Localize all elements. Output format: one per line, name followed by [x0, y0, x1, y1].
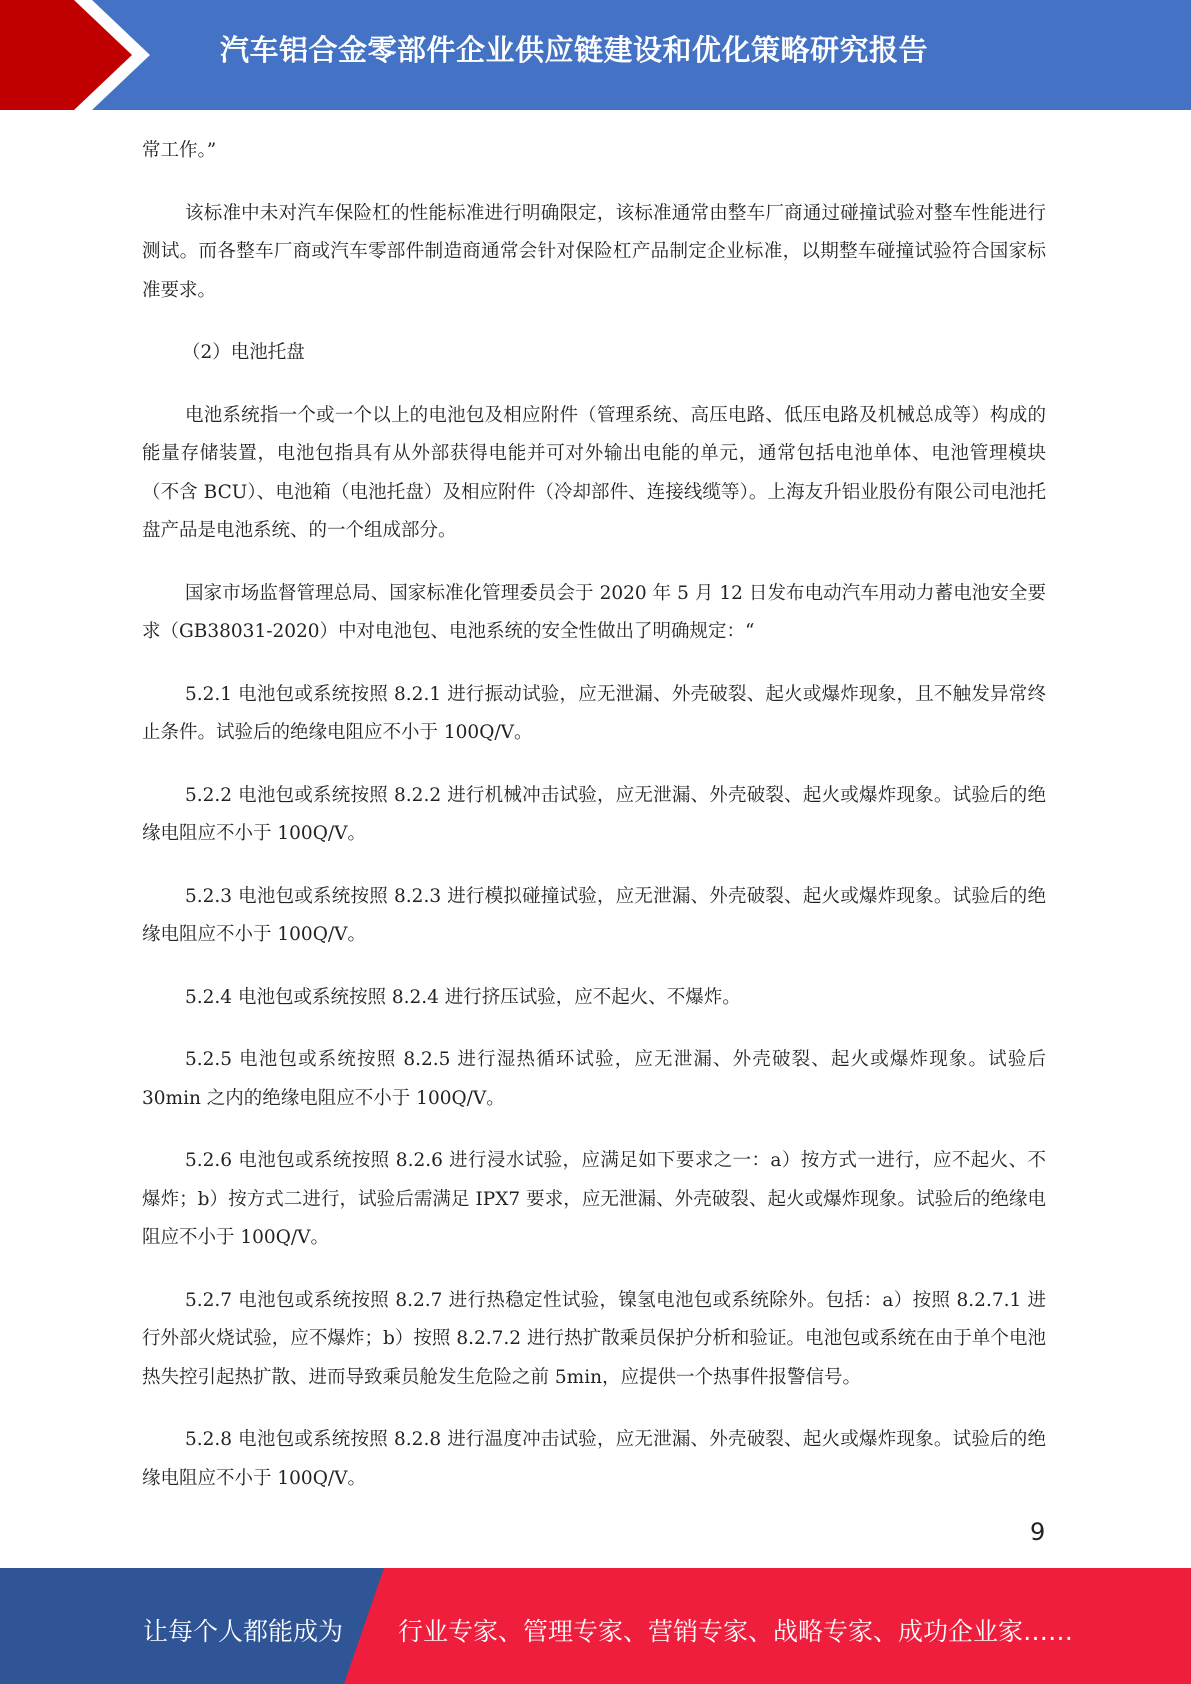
header-arrow-red-icon: [0, 0, 132, 110]
page-header: [0, 0, 1191, 110]
paragraph-bumper-standard: 该标准中未对汽车保险杠的性能标准进行明确限定，该标准通常由整车厂商通过碰撞试验对整车性能进行测试。而各整车厂商或汽车零部件制造商通常会针对保险杠产品制定企业标准，以期整车碰撞试验符合国家标准要求。: [142, 202, 1046, 301]
clause-5-2-7: 5.2.7 电池包或系统按照 8.2.7 进行热稳定性试验，镍氢电池包或系统除外。包括：a）按照 8.2.7.1 进行外部火烧试验，应不爆炸；b）按照 8.2.7.2 进行热扩散乘员保护分析和验证。电池包或系统在由于单个电池热失控引起热扩散、进而导致乘员舱发生危险之前 5min，应提供一个热事件报警信号。: [142, 1289, 1046, 1388]
clause-5-2-1: 5.2.1 电池包或系统按照 8.2.1 进行振动试验，应无泄漏、外壳破裂、起火或爆炸现象，且不触发异常终止条件。试验后的绝缘电阻应不小于 100Q/V。: [142, 683, 1046, 743]
paragraph-continuation: 常工作。”: [142, 140, 217, 161]
clause-5-2-4: 5.2.4 电池包或系统按照 8.2.4 进行挤压试验，应不起火、不爆炸。: [185, 986, 741, 1008]
paragraph-battery-system: 电池系统指一个或一个以上的电池包及相应附件（管理系统、高压电路、低压电路及机械总成等）构成的能量存储装置，电池包指具有从外部获得电能并可对外输出电能的单元，通常包括电池单体、电池管理模块（不含 BCU）、电池箱（电池托盘）及相应附件（冷却部件、连接线缆等）。上海友升铝业股份有限公司电池托盘产品是电池系统、的一个组成部分。: [142, 404, 1046, 541]
footer-slogan-left: 让每个人都能成为: [143, 1617, 344, 1646]
document-body: [142, 132, 1046, 1522]
clause-5-2-5: 5.2.5 电池包或系统按照 8.2.5 进行湿热循环试验，应无泄漏、外壳破裂、起火或爆炸现象。试验后 30min 之内的绝缘电阻应不小于 100Q/V。: [142, 1049, 1046, 1109]
clause-5-2-6: 5.2.6 电池包或系统按照 8.2.6 进行浸水试验，应满足如下要求之一：a）按方式一进行，应不起火、不爆炸；b）按方式二进行，试验后需满足 IPX7 要求，应无泄漏、外壳破裂、起火或爆炸现象。试验后的绝缘电阻应不小于 100Q/V。: [142, 1150, 1046, 1248]
page-footer: [0, 1568, 1191, 1684]
page-number: 9: [1030, 1518, 1046, 1546]
clause-5-2-8: 5.2.8 电池包或系统按照 8.2.8 进行温度冲击试验，应无泄漏、外壳破裂、起火或爆炸现象。试验后的绝缘电阻应不小于 100Q/V。: [142, 1429, 1046, 1489]
report-title: 汽车铝合金零部件企业供应链建设和优化策略研究报告: [220, 33, 929, 67]
paragraph-gb38031: 国家市场监督管理总局、国家标准化管理委员会于 2020 年 5 月 12 日发布电动汽车用动力蓄电池安全要求（GB38031-2020）中对电池包、电池系统的安全性做出了明确规定：“: [142, 582, 1046, 642]
footer-slogan-right: 行业专家、管理专家、营销专家、战略专家、成功企业家……: [398, 1617, 1074, 1646]
clause-5-2-2: 5.2.2 电池包或系统按照 8.2.2 进行机械冲击试验，应无泄漏、外壳破裂、起火或爆炸现象。试验后的绝缘电阻应不小于 100Q/V。: [142, 784, 1046, 844]
clause-5-2-3: 5.2.3 电池包或系统按照 8.2.3 进行模拟碰撞试验，应无泄漏、外壳破裂、起火或爆炸现象。试验后的绝缘电阻应不小于 100Q/V。: [142, 885, 1046, 945]
section-heading-battery-tray: （2）电池托盘: [182, 342, 305, 363]
